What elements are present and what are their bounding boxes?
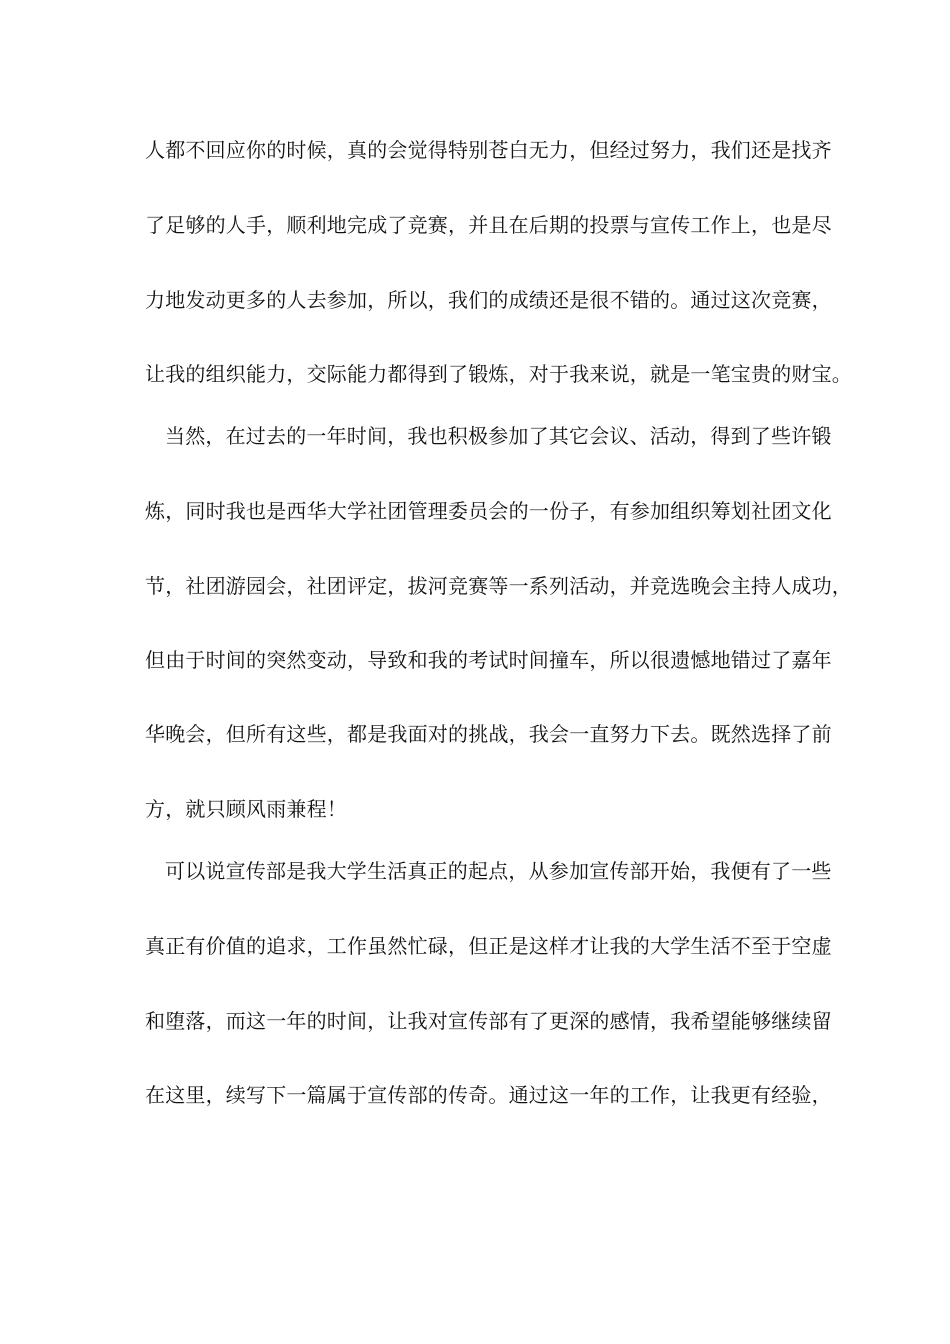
text-line: 人都不回应你的时候，真的会觉得特别苍白无力，但经过努力，我们还是找齐 — [145, 138, 832, 162]
text-line: 华晚会，但所有这些，都是我面对的挑战，我会一直努力下去。既然选择了前 — [145, 722, 832, 746]
text-line: 方，就只顾风雨兼程！ — [145, 797, 347, 821]
text-line: 力地发动更多的人去参加，所以，我们的成绩还是很不错的。通过这次竞赛， — [145, 288, 832, 312]
paragraph-start-line: 可以说宣传部是我大学生活真正的起点，从参加宣传部开始，我便有了一些 — [165, 859, 832, 883]
text-line: 炼，同时我也是西华大学社团管理委员会的一份子，有参加组织筹划社团文化 — [145, 499, 832, 523]
text-line: 让我的组织能力，交际能力都得到了锻炼，对于我来说，就是一笔宝贵的财宝。 — [145, 362, 852, 386]
text-line: 在这里，续写下一篇属于宣传部的传奇。通过这一年的工作，让我更有经验， — [145, 1083, 832, 1107]
paragraph-start-line: 当然，在过去的一年时间，我也积极参加了其它会议、活动，得到了些许锻 — [165, 424, 832, 448]
text-line: 真正有价值的追求，工作虽然忙碌，但正是这样才让我的大学生活不至于空虚 — [145, 934, 832, 958]
text-line: 了足够的人手，顺利地完成了竞赛，并且在后期的投票与宣传工作上，也是尽 — [145, 213, 832, 237]
text-line: 但由于时间的突然变动，导致和我的考试时间撞车，所以很遗憾地错过了嘉年 — [145, 648, 832, 672]
text-line: 节，社团游园会，社团评定，拔河竞赛等一系列活动，并竞选晚会主持人成功， — [145, 574, 852, 598]
text-line: 和堕落，而这一年的时间，让我对宣传部有了更深的感情，我希望能够继续留 — [145, 1009, 832, 1033]
